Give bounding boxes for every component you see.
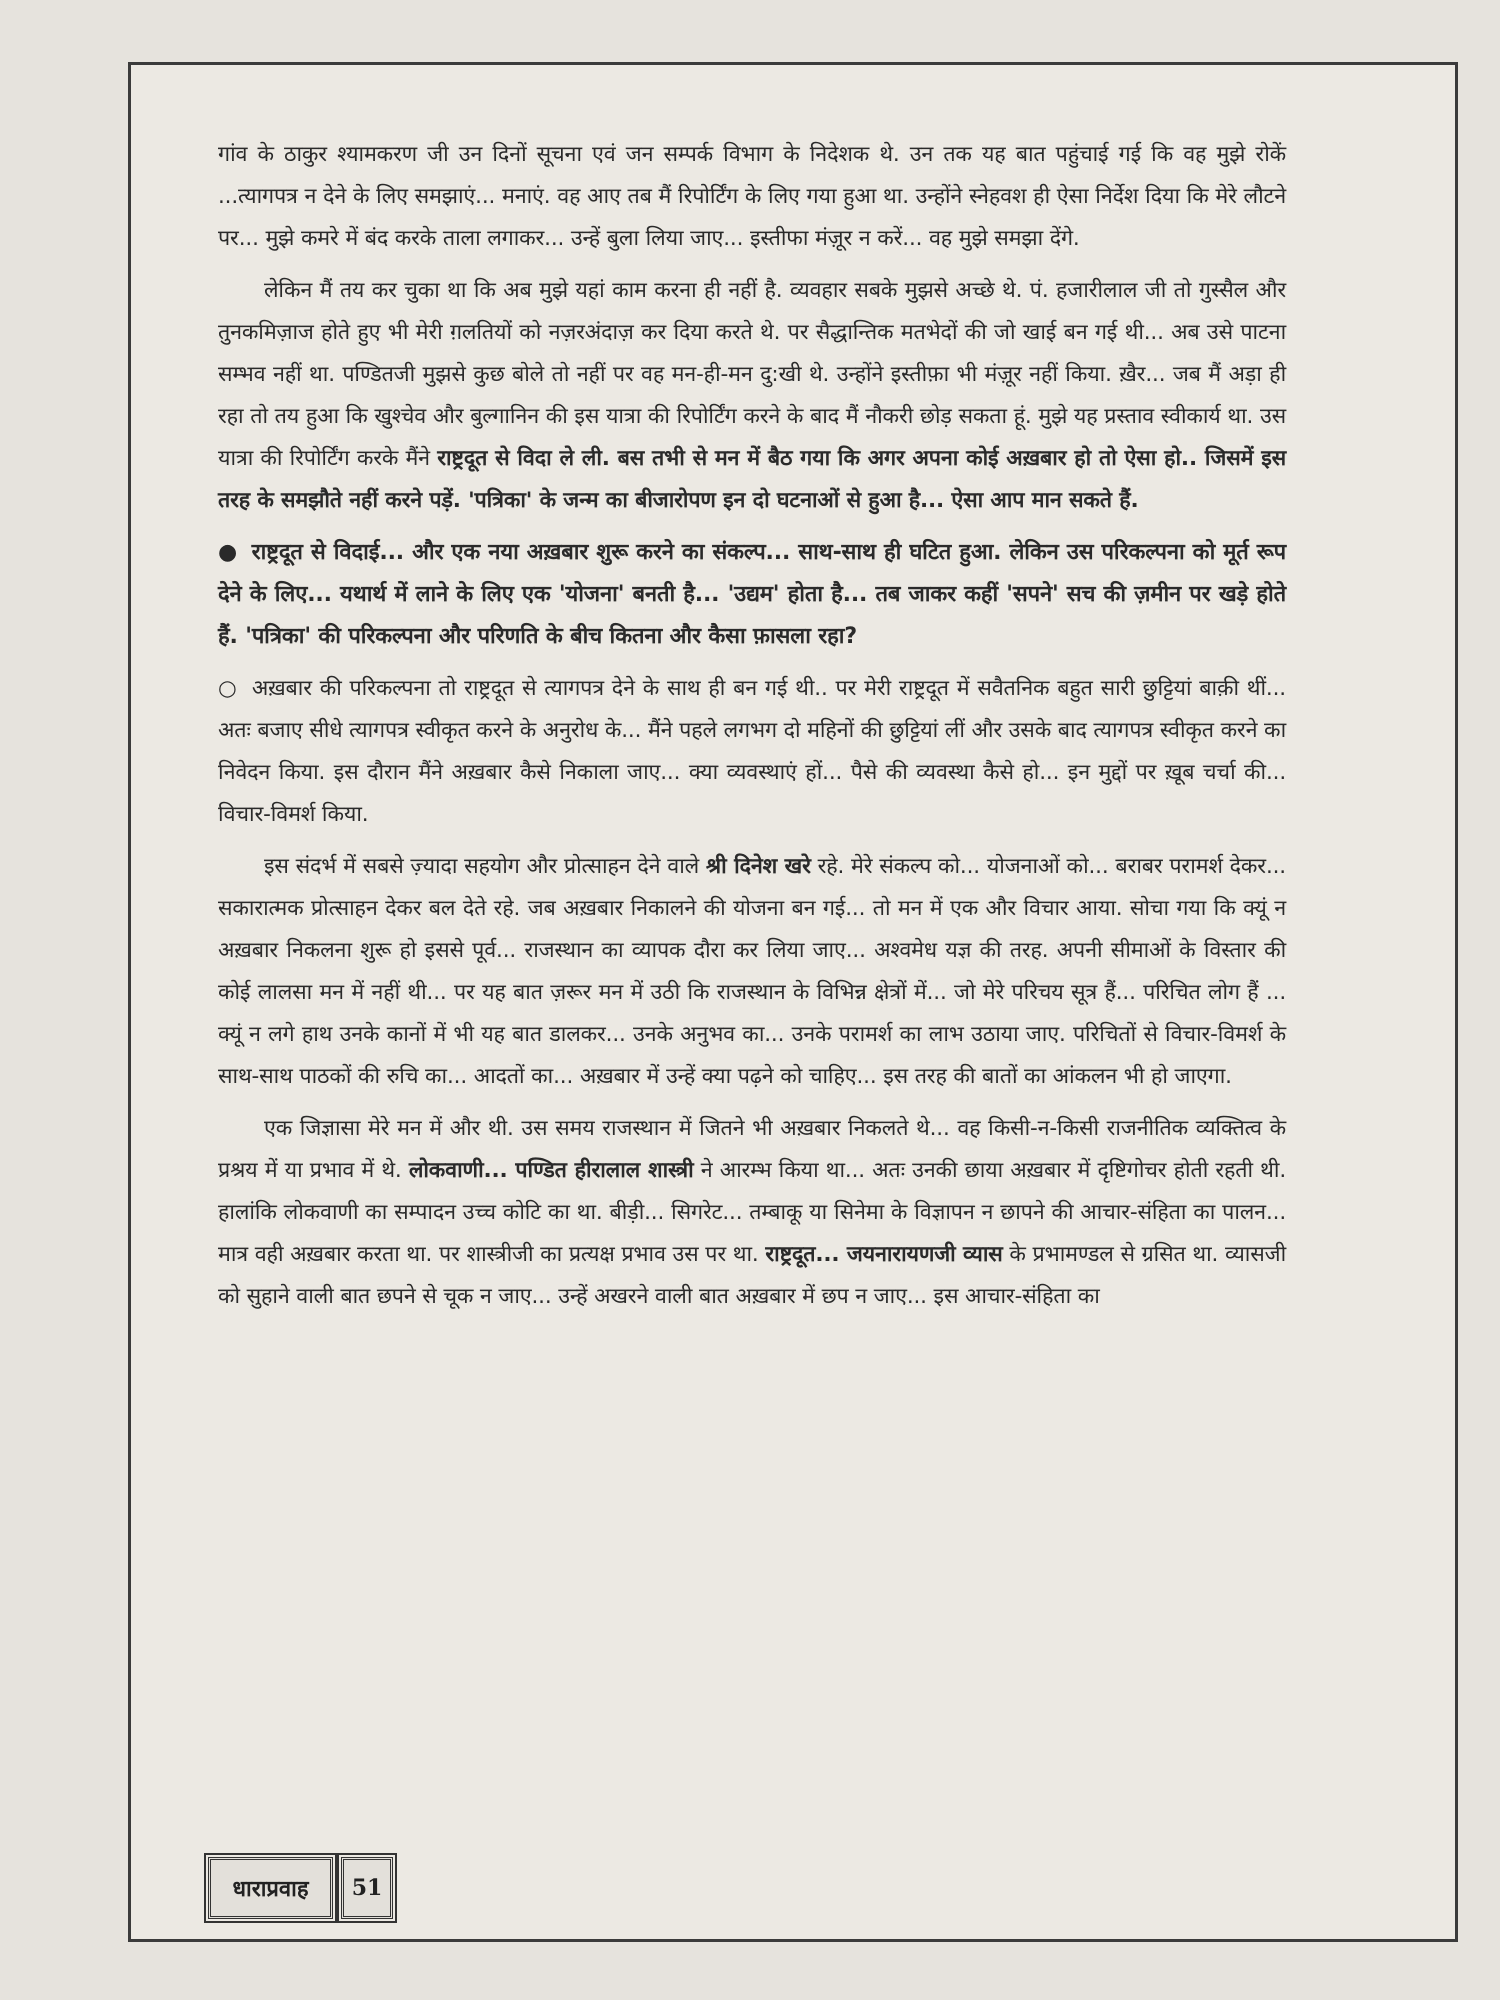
text-run: के प्रभामण्डल से ग्रसित था. व्यासजी को सुहाने वाली बात छपने से चूक न जाए... उन्हें अखरने वाली बात अख़बार में छप न जाए... इस आचार-संहिता का [218,1242,1286,1309]
page-footer [208,1857,393,1919]
body-paragraph [218,1108,1286,1318]
text-run: एक जिज्ञासा मेरे मन में और थी. उस समय राजस्थान में जितने भी अख़बार निकलते थे... वह किसी-न-किसी राजनीतिक व्यक्तित्व के प्रश्रय में या प्रभाव में थे. [218,1116,1286,1183]
bold-text: श्री दिनेश खरे [705,854,811,879]
bold-text: राष्ट्रदूत... जयनारायणजी व्यास [765,1242,1003,1267]
text-run: ने आरम्भ किया था... अतः उनकी छाया अख़बार में दृष्टिगोचर होती रहती थी. हालांकि लोकवाणी का सम्पादन उच्च कोटि का था. बीड़ी... सिगरेट... तम्बाकू या सिनेमा के विज्ञापन न छापने की आचार-संहिता का पालन... मात्र वही अख़बार करता था. पर शास्त्रीजी का प्रत्यक्ष प्रभाव उस पर था. [218,1158,1286,1267]
body-paragraph [218,270,1286,522]
text-run: अख़बार की परिकल्पना तो राष्ट्रदूत से त्यागपत्र देने के साथ ही बन गई थी.. पर मेरी राष्ट्रदूत में सवैतनिक बहुत सारी छुट्टियां बाक़ी थीं... अतः बजाए सीधे त्यागपत्र स्वीकृत करने के अनुरोध के... मैंने पहले लगभग दो महिनों की छुट्टियां लीं और उसके बाद त्यागपत्र स्वीकृत करने का निवेदन किया. इस दौरान मैंने अख़बार कैसे निकाला जाए... क्या व्यवस्थाएं हों... पैसे की व्यवस्था कैसे हो... इन मुद्दों पर ख़ूब चर्चा की... विचार-विमर्श किया. [218,676,1286,827]
article-body [218,134,1286,1328]
page-number: 51 [341,1857,393,1919]
text-run: इस संदर्भ में सबसे ज़्यादा सहयोग और प्रोत्साहन देने वाले [264,854,706,879]
answer-paragraph [218,668,1286,836]
text-run: राष्ट्रदूत से विदाई... और एक नया अख़बार शुरू करने का संकल्प... साथ-साथ ही घटित हुआ. लेकिन उस परिकल्पना को मूर्त रूप देने के लिए... यथार्थ में लाने के लिए एक 'योजना' बनती है... 'उद्यम' होता है... तब जाकर कहीं 'सपने' सच की ज़मीन पर खड़े होते हैं. 'पत्रिका' की परिकल्पना और परिणति के बीच कितना और कैसा फ़ासला रहा? [218,540,1287,649]
answer-bullet: ○ [218,676,238,701]
body-paragraph [218,846,1286,1098]
bold-text: राष्ट्रदूत से विदा ले ली. बस तभी से मन में बैठ गया कि अगर अपना कोई अख़बार हो तो ऐसा हो.. जिसमें इस तरह के समझौते नहीं करने पड़ें. 'पत्रिका' के जन्म का बीजारोपण इन दो घटनाओं से हुआ है... ऐसा आप मान सकते हैं. [218,446,1286,513]
book-title: धाराप्रवाह [208,1857,333,1919]
text-run: रहे. मेरे संकल्प को... योजनाओं को... बराबर परामर्श देकर... सकारात्मक प्रोत्साहन देकर बल देते रहे. जब अख़बार निकालने की योजना बन गई... तो मन में एक और विचार आया. सोचा गया कि क्यूं न अख़बार निकलना शुरू हो इससे पूर्व... राजस्थान का व्यापक दौरा कर लिया जाए... अश्वमेध यज्ञ की तरह. अपनी सीमाओं के विस्तार की कोई लालसा मन में नहीं थी... पर यह बात ज़रूर मन में उठी कि राजस्थान के विभिन्न क्षेत्रों में... जो मेरे परिचय सूत्र हैं... परिचित लोग हैं ... क्यूं न लगे हाथ उनके कानों में भी यह बात डालकर... उनके अनुभव का... उनके परामर्श का लाभ उठाया जाए. परिचितों से विचार-विमर्श के साथ-साथ पाठकों की रुचि का... आदतों का... अख़बार में उन्हें क्या पढ़ने को चाहिए... इस तरह की बातों का आंकलन भी हो जाएगा. [218,854,1286,1089]
question-bullet: ● [218,540,238,565]
text-run: लेकिन मैं तय कर चुका था कि अब मुझे यहां काम करना ही नहीं है. व्यवहार सबके मुझसे अच्छे थे. पं. हजारीलाल जी तो गुस्सैल और तुनकमिज़ाज होते हुए भी मेरी ग़लतियों को नज़रअंदाज़ कर दिया करते थे. पर सैद्धान्तिक मतभेदों की जो खाई बन गई थी... अब उसे पाटना सम्भव नहीं था. पण्डितजी मुझसे कुछ बोले तो नहीं पर वह मन-ही-मन दु:खी थे. उन्होंने इस्तीफ़ा भी मंज़ूर नहीं किया. ख़ैर... जब मैं अड़ा ही रहा तो तय हुआ कि खुश्चेव और बुल्गानिन की इस यात्रा की रिपोर्टिंग करने के बाद मैं नौकरी छोड़ सकता हूं. मुझे यह प्रस्ताव स्वीकार्य था. उस यात्रा की रिपोर्टिंग करके मैंने [218,278,1286,471]
body-paragraph [218,134,1286,260]
text-run: गांव के ठाकुर श्यामकरण जी उन दिनों सूचना एवं जन सम्पर्क विभाग के निदेशक थे. उन तक यह बात पहुंचाई गई कि वह मुझे रोकें ...त्यागपत्र न देने के लिए समझाएं... मनाएं. वह आए तब मैं रिपोर्टिंग के लिए गया हुआ था. उन्होंने स्नेहवश ही ऐसा निर्देश दिया कि मेरे लौटने पर... मुझे कमरे में बंद करके ताला लगाकर... उन्हें बुला लिया जाए... इस्तीफा मंज़ूर न करें... वह मुझे समझा देंगे. [218,142,1286,251]
question-paragraph [218,532,1286,658]
bold-text: लोकवाणी... पण्डित हीरालाल शास्त्री [408,1158,694,1183]
